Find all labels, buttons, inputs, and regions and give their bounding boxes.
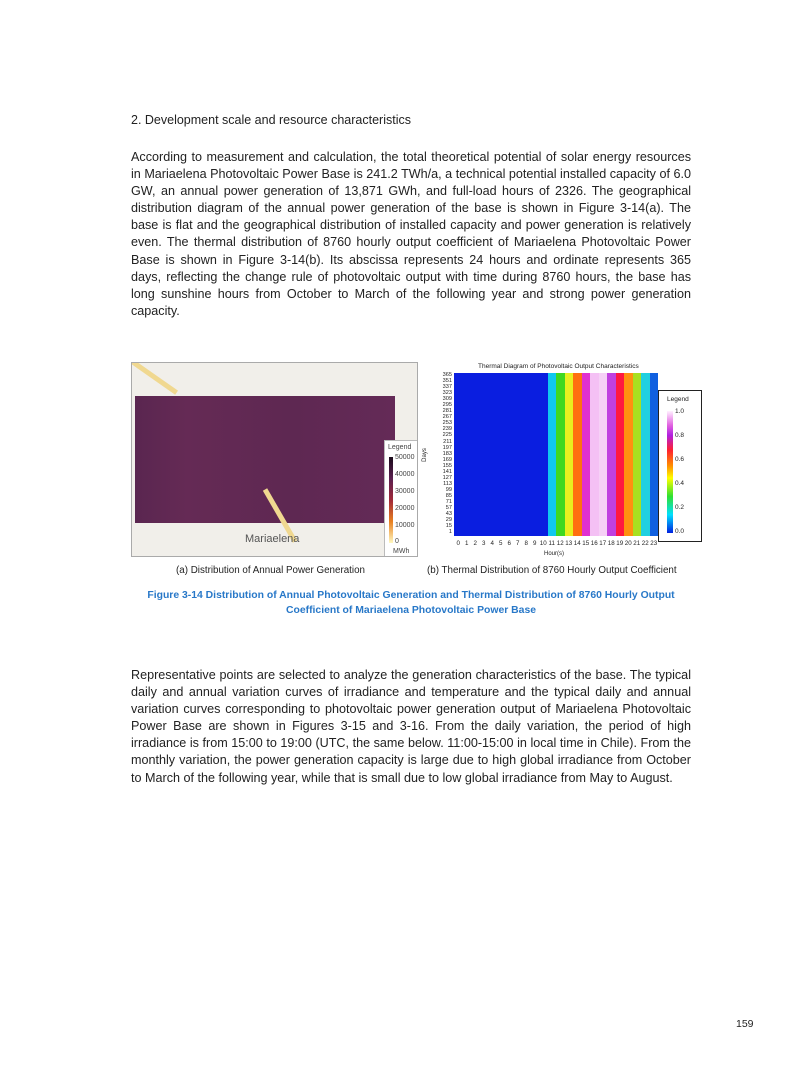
paragraph-1: According to measurement and calculation, the total theoretical potential of solar energy resources in Mariaelena Photovoltaic Power Base is 241.2 TWh/a, a technical potential installed capacity of 6.0 GW, an annual power generation of 13,871 GWh, and full-load hours of 2326. The geographical distribution diagram of the annual power generation of the base is shown in Figure 3-14(a). The base is flat and the geographical distribution of installed capacity and power generation is relatively even. The thermal distribution of 8760 hourly output coefficient of Mariaelena Photovoltaic Power Base is shown in Figure 3-14(b). Its abscissa represents 24 hours and ordinate represents 365 days, reflecting the change rule of photovoltaic output with time during 8760 hours, the base has long sunshine hours from October to March of the following year and strong power generation capacity.: [131, 150, 691, 318]
place-label: Mariaelena: [245, 533, 300, 545]
hour-tick: 4: [490, 540, 494, 547]
hour-tick: 5: [499, 540, 503, 547]
output-heatmap: [420, 360, 705, 565]
heatmap-column-hour-7: [514, 373, 523, 536]
heatmap-column-hour-17: [599, 373, 608, 536]
legend-tick: 30000: [395, 488, 415, 495]
heatmap-column-hour-12: [556, 373, 565, 536]
hour-tick: 12: [556, 540, 564, 547]
hour-tick: 16: [590, 540, 598, 547]
section-heading: 2. Development scale and resource characteristics: [131, 113, 411, 127]
legend-tick: 40000: [395, 471, 415, 478]
hour-tick: 2: [473, 540, 477, 547]
y-axis-ticks: [434, 372, 452, 535]
hour-tick: 9: [533, 540, 537, 547]
heatmap-plot: [454, 373, 658, 536]
legend-tick: 50000: [395, 454, 415, 461]
legend-colorbar: [389, 457, 393, 543]
day-tick: 127: [442, 474, 452, 481]
legend-tick: 0.8: [675, 432, 685, 439]
heatmap-column-hour-20: [624, 373, 633, 536]
day-tick: 239: [442, 426, 452, 433]
hour-tick: 8: [524, 540, 528, 547]
day-tick: 57: [445, 505, 452, 512]
day-tick: 183: [442, 450, 452, 457]
day-tick: 253: [442, 420, 452, 427]
heatmap-column-hour-2: [471, 373, 480, 536]
figure-title: Figure 3-14 Distribution of Annual Photovoltaic Generation and Thermal Distribution of 8760 Hourly Output Coefficient of Mariaelena Photovoltaic Power Base: [147, 590, 675, 616]
day-tick: 225: [442, 432, 452, 439]
hour-tick: 15: [582, 540, 590, 547]
legend-tick: 0.6: [675, 456, 685, 463]
day-tick: 71: [445, 498, 452, 505]
legend-title: Legend: [388, 444, 412, 451]
heatmap-column-hour-9: [531, 373, 540, 536]
legend-tick: 0.0: [675, 528, 685, 535]
heatmap-column-hour-1: [463, 373, 472, 536]
legend-tick: 0.4: [675, 480, 685, 487]
caption-a: (a) Distribution of Annual Power Generation: [176, 565, 365, 576]
hour-tick: 3: [482, 540, 486, 547]
heatmap-column-hour-4: [488, 373, 497, 536]
heatmap-column-hour-11: [548, 373, 557, 536]
heatmap-column-hour-3: [480, 373, 489, 536]
heatmap-column-hour-18: [607, 373, 616, 536]
heatmap-column-hour-16: [590, 373, 599, 536]
day-tick: 211: [443, 438, 452, 445]
heatmap-column-hour-8: [522, 373, 531, 536]
y-axis-label: Days: [421, 448, 428, 462]
hour-tick: 0: [456, 540, 460, 547]
hour-tick: 17: [599, 540, 607, 547]
heatmap-column-hour-15: [582, 373, 591, 536]
hour-tick: 13: [565, 540, 573, 547]
day-tick: 15: [445, 523, 452, 530]
hour-tick: 14: [573, 540, 581, 547]
day-tick: 295: [442, 402, 452, 409]
hour-tick: 23: [650, 540, 658, 547]
heatmap-column-hour-5: [497, 373, 506, 536]
heatmap-title: Thermal Diagram of Photovoltaic Output Characteristics: [478, 363, 639, 370]
day-tick: 169: [442, 456, 452, 463]
hour-tick: 22: [641, 540, 649, 547]
heatmap-column-hour-14: [573, 373, 582, 536]
annual-generation-map: [131, 362, 418, 557]
hour-tick: 6: [507, 540, 511, 547]
day-tick: 43: [445, 511, 452, 518]
day-tick: 1: [448, 529, 452, 536]
hour-tick: 21: [633, 540, 641, 547]
x-axis-label: Hour(s): [544, 551, 565, 557]
day-tick: 281: [442, 408, 452, 415]
paragraph-2: Representative points are selected to analyze the generation characteristics of the base. The typical daily and annual variation curves of irradiance and temperature and the typical daily and annual variation curves corresponding to photovoltaic power generation output of Mariaelena Photovoltaic Power Base are shown in Figures 3-15 and 3-16. From the daily variation, the period of high irradiance is from 15:00 to 19:00 (UTC, the same below. 11:00-15:00 in local time in Chile). From the monthly variation, the power generation capacity is large due to high global irradiance from October to March of the following year, while that is small due to low global irradiance from May to August.: [131, 668, 691, 785]
heatmap-column-hour-13: [565, 373, 574, 536]
generation-raster: [135, 396, 395, 523]
road: [131, 362, 178, 395]
hour-tick: 11: [548, 540, 555, 547]
caption-b: (b) Thermal Distribution of 8760 Hourly Output Coefficient: [427, 565, 677, 576]
x-axis-ticks: [454, 540, 658, 547]
hour-tick: 19: [616, 540, 624, 547]
day-tick: 113: [443, 480, 452, 487]
legend-tick: 1.0: [675, 408, 685, 415]
legend-tick: 0.2: [675, 504, 685, 511]
day-tick: 351: [442, 378, 452, 385]
heatmap-column-hour-21: [633, 373, 642, 536]
map-legend: [384, 440, 418, 557]
legend-colorbar: [667, 411, 673, 533]
heatmap-column-hour-10: [539, 373, 548, 536]
legend-tick: 10000: [395, 522, 415, 529]
day-tick: 29: [445, 517, 452, 524]
hour-tick: 1: [465, 540, 469, 547]
legend-tick: 0: [395, 538, 399, 545]
heatmap-column-hour-19: [616, 373, 625, 536]
heatmap-column-hour-22: [641, 373, 650, 536]
day-tick: 85: [445, 492, 452, 499]
day-tick: 267: [442, 414, 452, 421]
day-tick: 155: [442, 462, 452, 469]
day-tick: 323: [442, 390, 452, 397]
legend-title: Legend: [667, 396, 689, 403]
day-tick: 99: [445, 486, 452, 493]
hour-tick: 7: [516, 540, 520, 547]
hour-tick: 18: [607, 540, 615, 547]
day-tick: 141: [442, 468, 452, 475]
day-tick: 197: [442, 444, 452, 451]
heatmap-column-hour-0: [454, 373, 463, 536]
legend-unit: MWh: [393, 548, 410, 555]
day-tick: 309: [442, 396, 452, 403]
legend-tick: 20000: [395, 505, 415, 512]
day-tick: 365: [442, 372, 452, 378]
hour-tick: 10: [539, 540, 547, 547]
hour-tick: 20: [624, 540, 632, 547]
heatmap-column-hour-6: [505, 373, 514, 536]
heatmap-column-hour-23: [650, 373, 659, 536]
page-number: 159: [736, 1018, 754, 1030]
day-tick: 337: [442, 384, 452, 391]
heatmap-legend: [658, 390, 702, 542]
